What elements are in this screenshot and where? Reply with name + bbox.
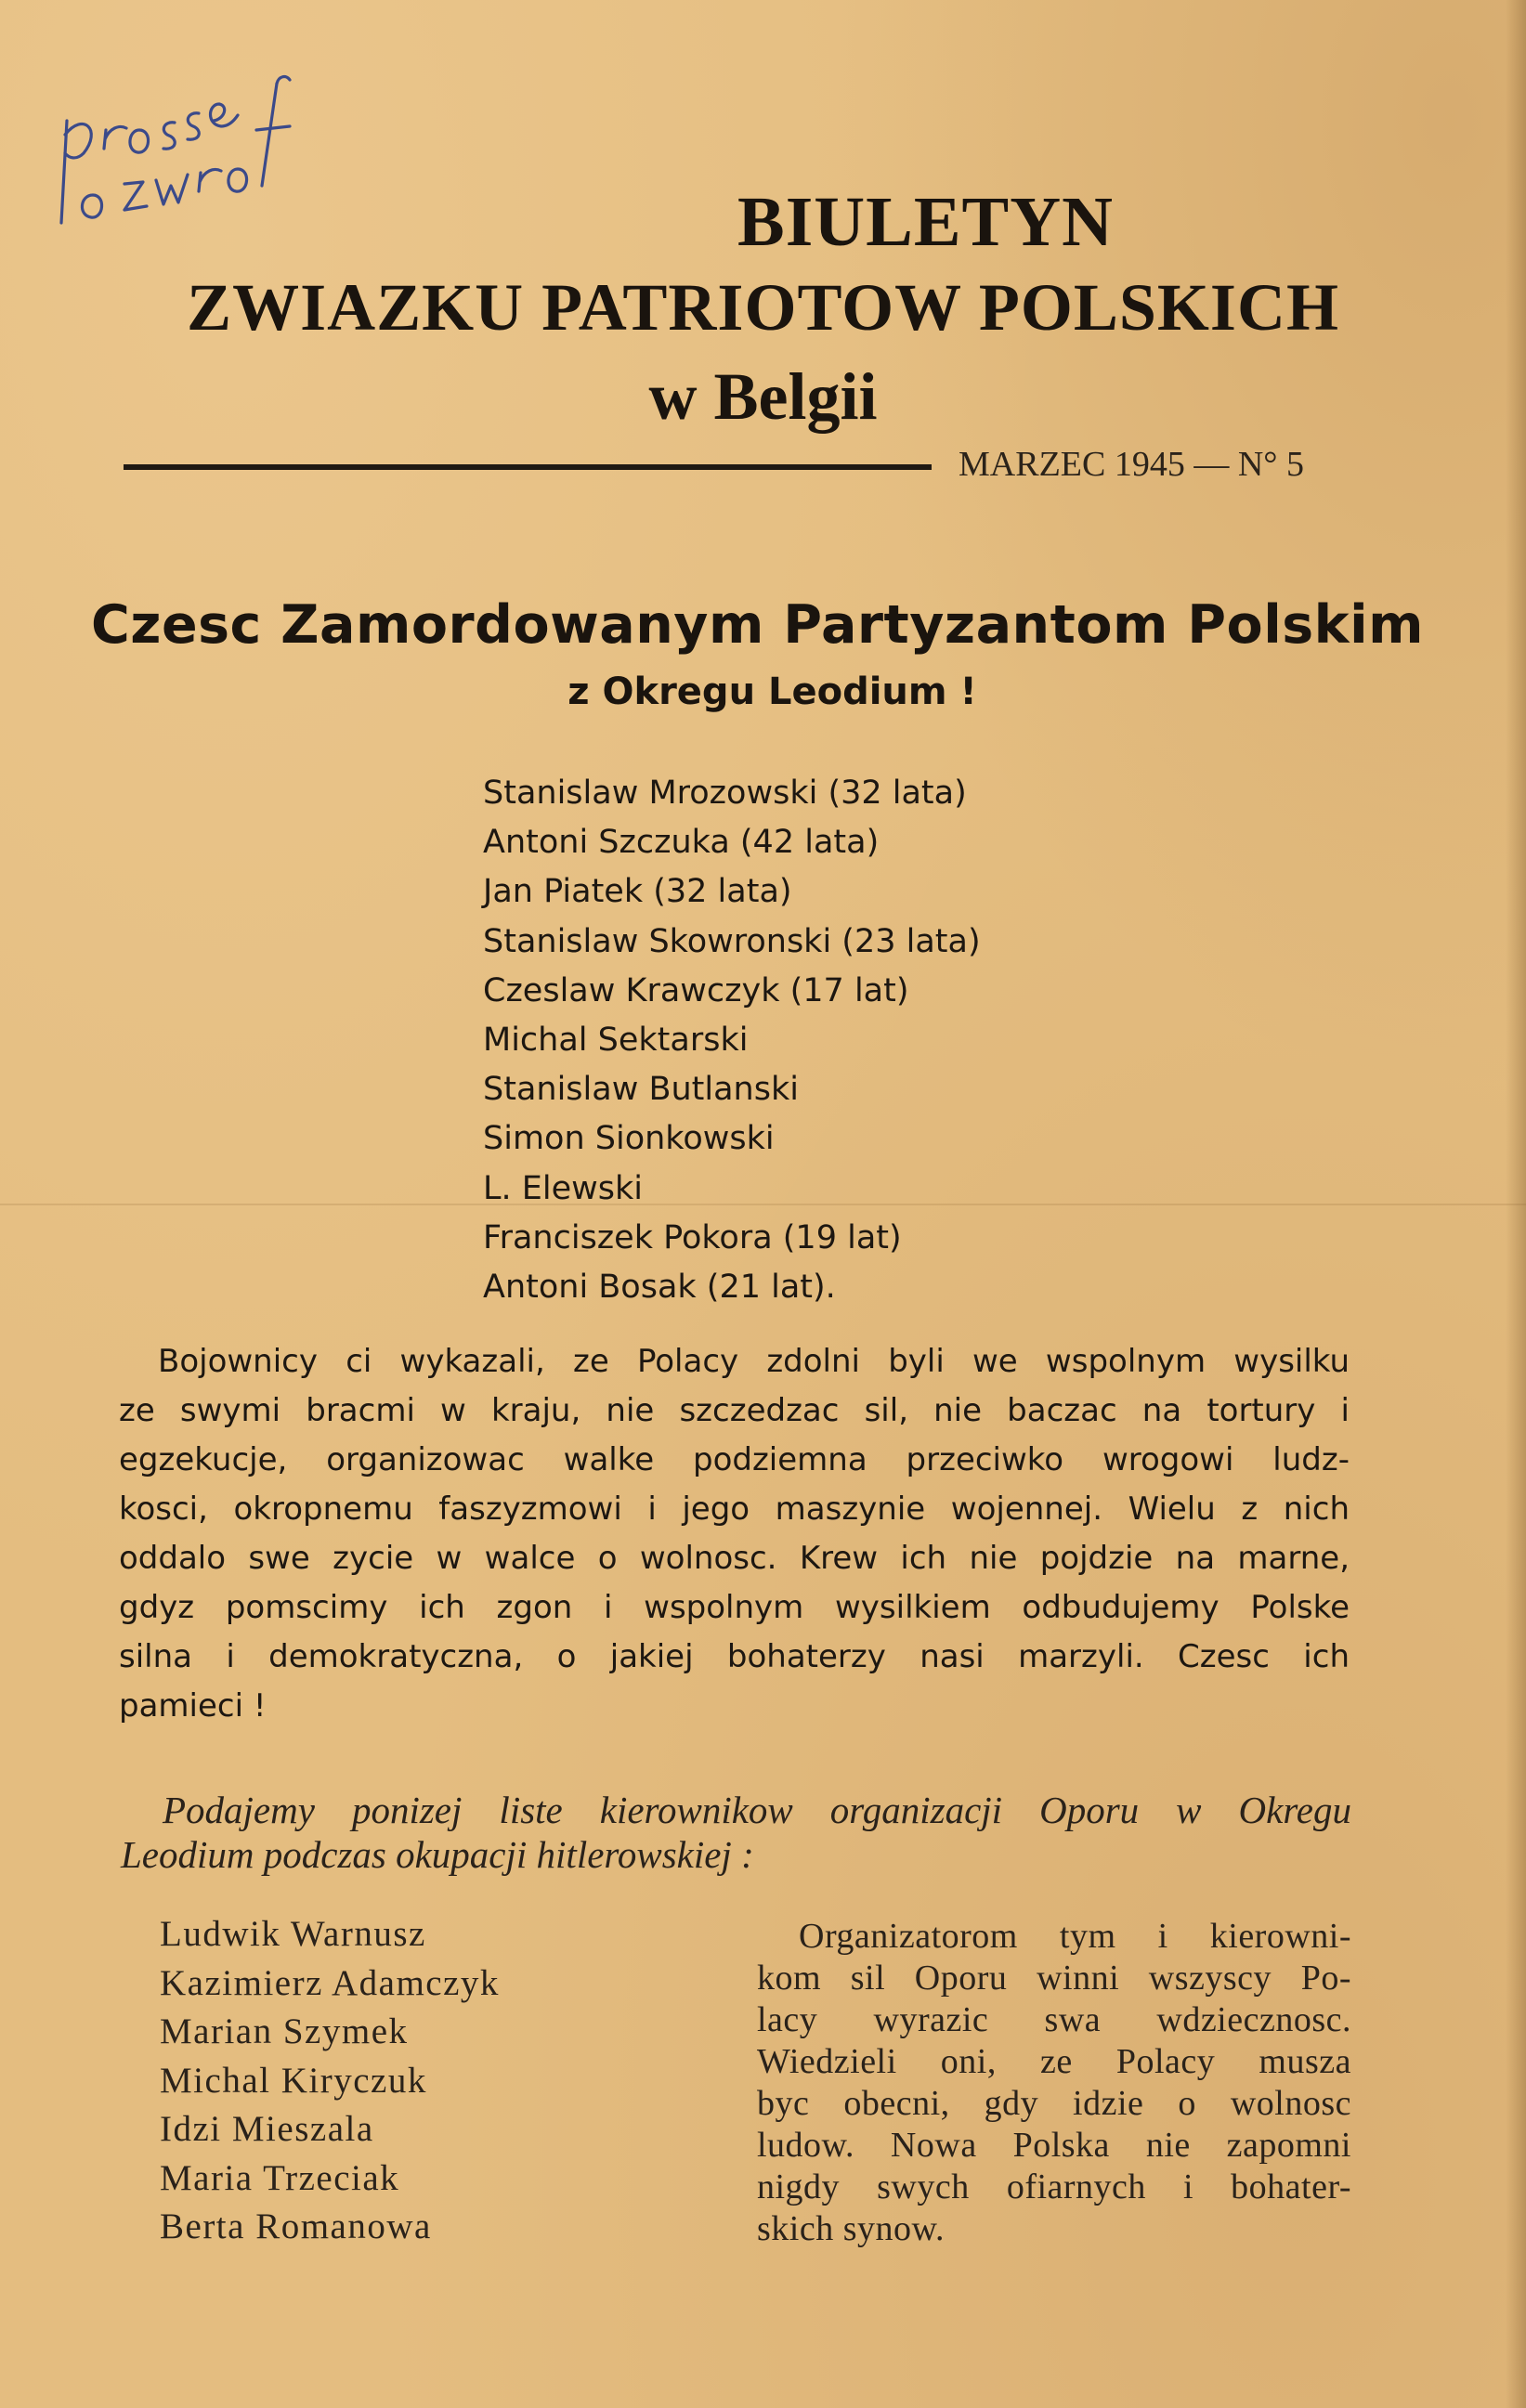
list-item: Idzi Mieszala [160,2109,374,2149]
list-item: Michal Kiryczuk [160,2060,427,2101]
paragraph-line: Bojownicy ci wykazali, ze Polacy zdolni byli we wspolnym wysilku [158,1343,1350,1380]
tribute-paragraph [119,1337,1350,1731]
gratitude-paragraph [757,1916,1351,2250]
victims-list [483,769,981,1312]
paragraph-line: lacy wyrazic swa wdziecznosc. [757,2000,1351,2039]
headline: Czesc Zamordowanym Partyzantom Polskim [90,594,1425,656]
paragraph-line: byc obecni, gdy idzie o wolnosc [757,2084,1351,2123]
list-item: Berta Romanowa [160,2206,432,2246]
list-item: Kazimierz Adamczyk [160,1962,500,2003]
list-item: L. Elewski [483,1169,643,1207]
list-item: Czeslaw Krawczyk (17 lat) [483,971,909,1009]
masthead-organization: ZWIAZKU PATRIOTOW POLSKICH [187,270,1339,345]
leaders-list [160,1910,500,2252]
list-item: Marian Szymek [160,2011,409,2051]
paragraph-line: kom sil Oporu winni wszyscy Po- [757,1959,1351,1998]
paragraph-line: pamieci ! [119,1687,267,1725]
list-item: Franciszek Pokora (19 lat) [483,1218,902,1256]
masthead-rule [124,464,932,470]
paragraph-line: skich synow. [757,2209,945,2248]
masthead-country: w Belgii [648,359,878,434]
paragraph-line: Wiedzieli oni, ze Polacy musza [757,2042,1351,2081]
list-item: Stanislaw Skowronski (23 lata) [483,922,981,960]
list-item: Ludwik Warnusz [160,1914,426,1954]
paragraph-line: oddalo swe zycie w walce o wolnosc. Krew ich nie pojdzie na marne, [119,1540,1350,1577]
list-item: Simon Sionkowski [483,1120,775,1158]
paragraph-line: gdyz pomscimy ich zgon i wspolnym wysilkiem odbudujemy Polske [119,1589,1350,1626]
intro-line: Podajemy ponizej liste kierownikow organizacji Oporu w Okregu [163,1789,1351,1831]
list-item: Antoni Bosak (21 lat). [483,1269,836,1307]
subheadline: z Okregu Leodium ! [567,670,977,713]
list-item: Stanislaw Butlanski [483,1071,799,1109]
paragraph-line: kosci, okropnemu faszyzmowi i jego maszynie wojennej. Wielu z nich [119,1490,1350,1528]
masthead-title: BIULETYN [737,183,1114,261]
issue-date-number: MARZEC 1945 — N° 5 [959,445,1304,484]
paragraph-line: ze swymi bracmi w kraju, nie szczedzac sil, nie baczac na tortury i [119,1392,1350,1429]
paragraph-line: Organizatorom tym i kierowni- [799,1917,1351,1956]
paragraph-line: nigdy swych ofiarnych i bohater- [757,2167,1351,2206]
list-item: Jan Piatek (32 lata) [483,873,792,911]
paragraph-line: ludow. Nowa Polska nie zapomni [757,2126,1351,2165]
paragraph-line: silna i demokratyczna, o jakiej bohaterzy nasi marzyli. Czesc ich [119,1638,1350,1675]
list-item: Michal Sektarski [483,1022,749,1060]
list-item: Antoni Szczuka (42 lata) [483,824,880,862]
intro-line: Leodium podczas okupacji hitlerowskiej : [121,1833,754,1876]
paragraph-line: egzekucje, organizowac walke podziemna przeciwko wrogowi ludz- [119,1441,1350,1478]
list-item: Stanislaw Mrozowski (32 lata) [483,774,967,812]
list-item: Maria Trzeciak [160,2157,400,2198]
leaders-intro [121,1788,1351,1877]
